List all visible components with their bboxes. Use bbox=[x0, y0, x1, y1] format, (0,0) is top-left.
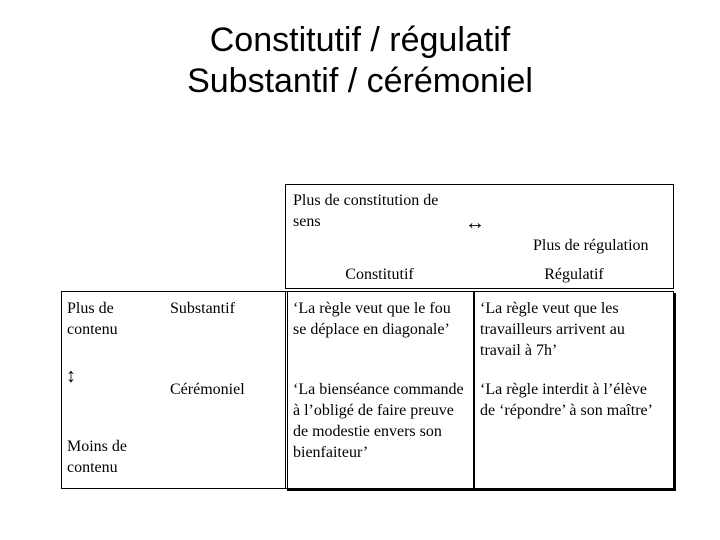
top-axis-right-label: Plus de régulation bbox=[533, 237, 649, 254]
title-line-1: Constitutif / régulatif bbox=[209, 21, 511, 59]
title-line-2: Substantif / cérémoniel bbox=[187, 62, 533, 100]
horizontal-double-arrow-icon: ↔ bbox=[465, 212, 485, 234]
slide-title bbox=[0, 20, 720, 102]
cell-substantif-constitutif: ‘La règle veut que le fou se déplace en diagonale’ bbox=[293, 300, 451, 338]
row-label-ceremoniel: Cérémoniel bbox=[170, 381, 245, 398]
column-header-constitutif: Constitutif bbox=[345, 266, 414, 283]
left-axis-bottom-label: Moins de contenu bbox=[67, 438, 127, 476]
cell-ceremoniel-constitutif: ‘La bienséance commande à l’obligé de faire preuve de modestie envers son bienfaiteur’ bbox=[293, 381, 464, 461]
cell-substantif-regulatif: ‘La règle veut que les travailleurs arrivent au travail à 7h’ bbox=[480, 300, 625, 359]
cell-ceremoniel-regulatif: ‘La règle interdit à l’élève de ‘répondre’ à son maître’ bbox=[480, 381, 653, 419]
column-header-regulatif: Régulatif bbox=[544, 266, 604, 283]
grid-divider bbox=[473, 291, 475, 489]
top-axis-left-label: Plus de constitution de sens bbox=[293, 192, 439, 230]
vertical-double-arrow-icon: ↕ bbox=[66, 365, 76, 387]
row-label-substantif: Substantif bbox=[170, 300, 235, 317]
left-axis-top-label: Plus de contenu bbox=[67, 300, 118, 338]
